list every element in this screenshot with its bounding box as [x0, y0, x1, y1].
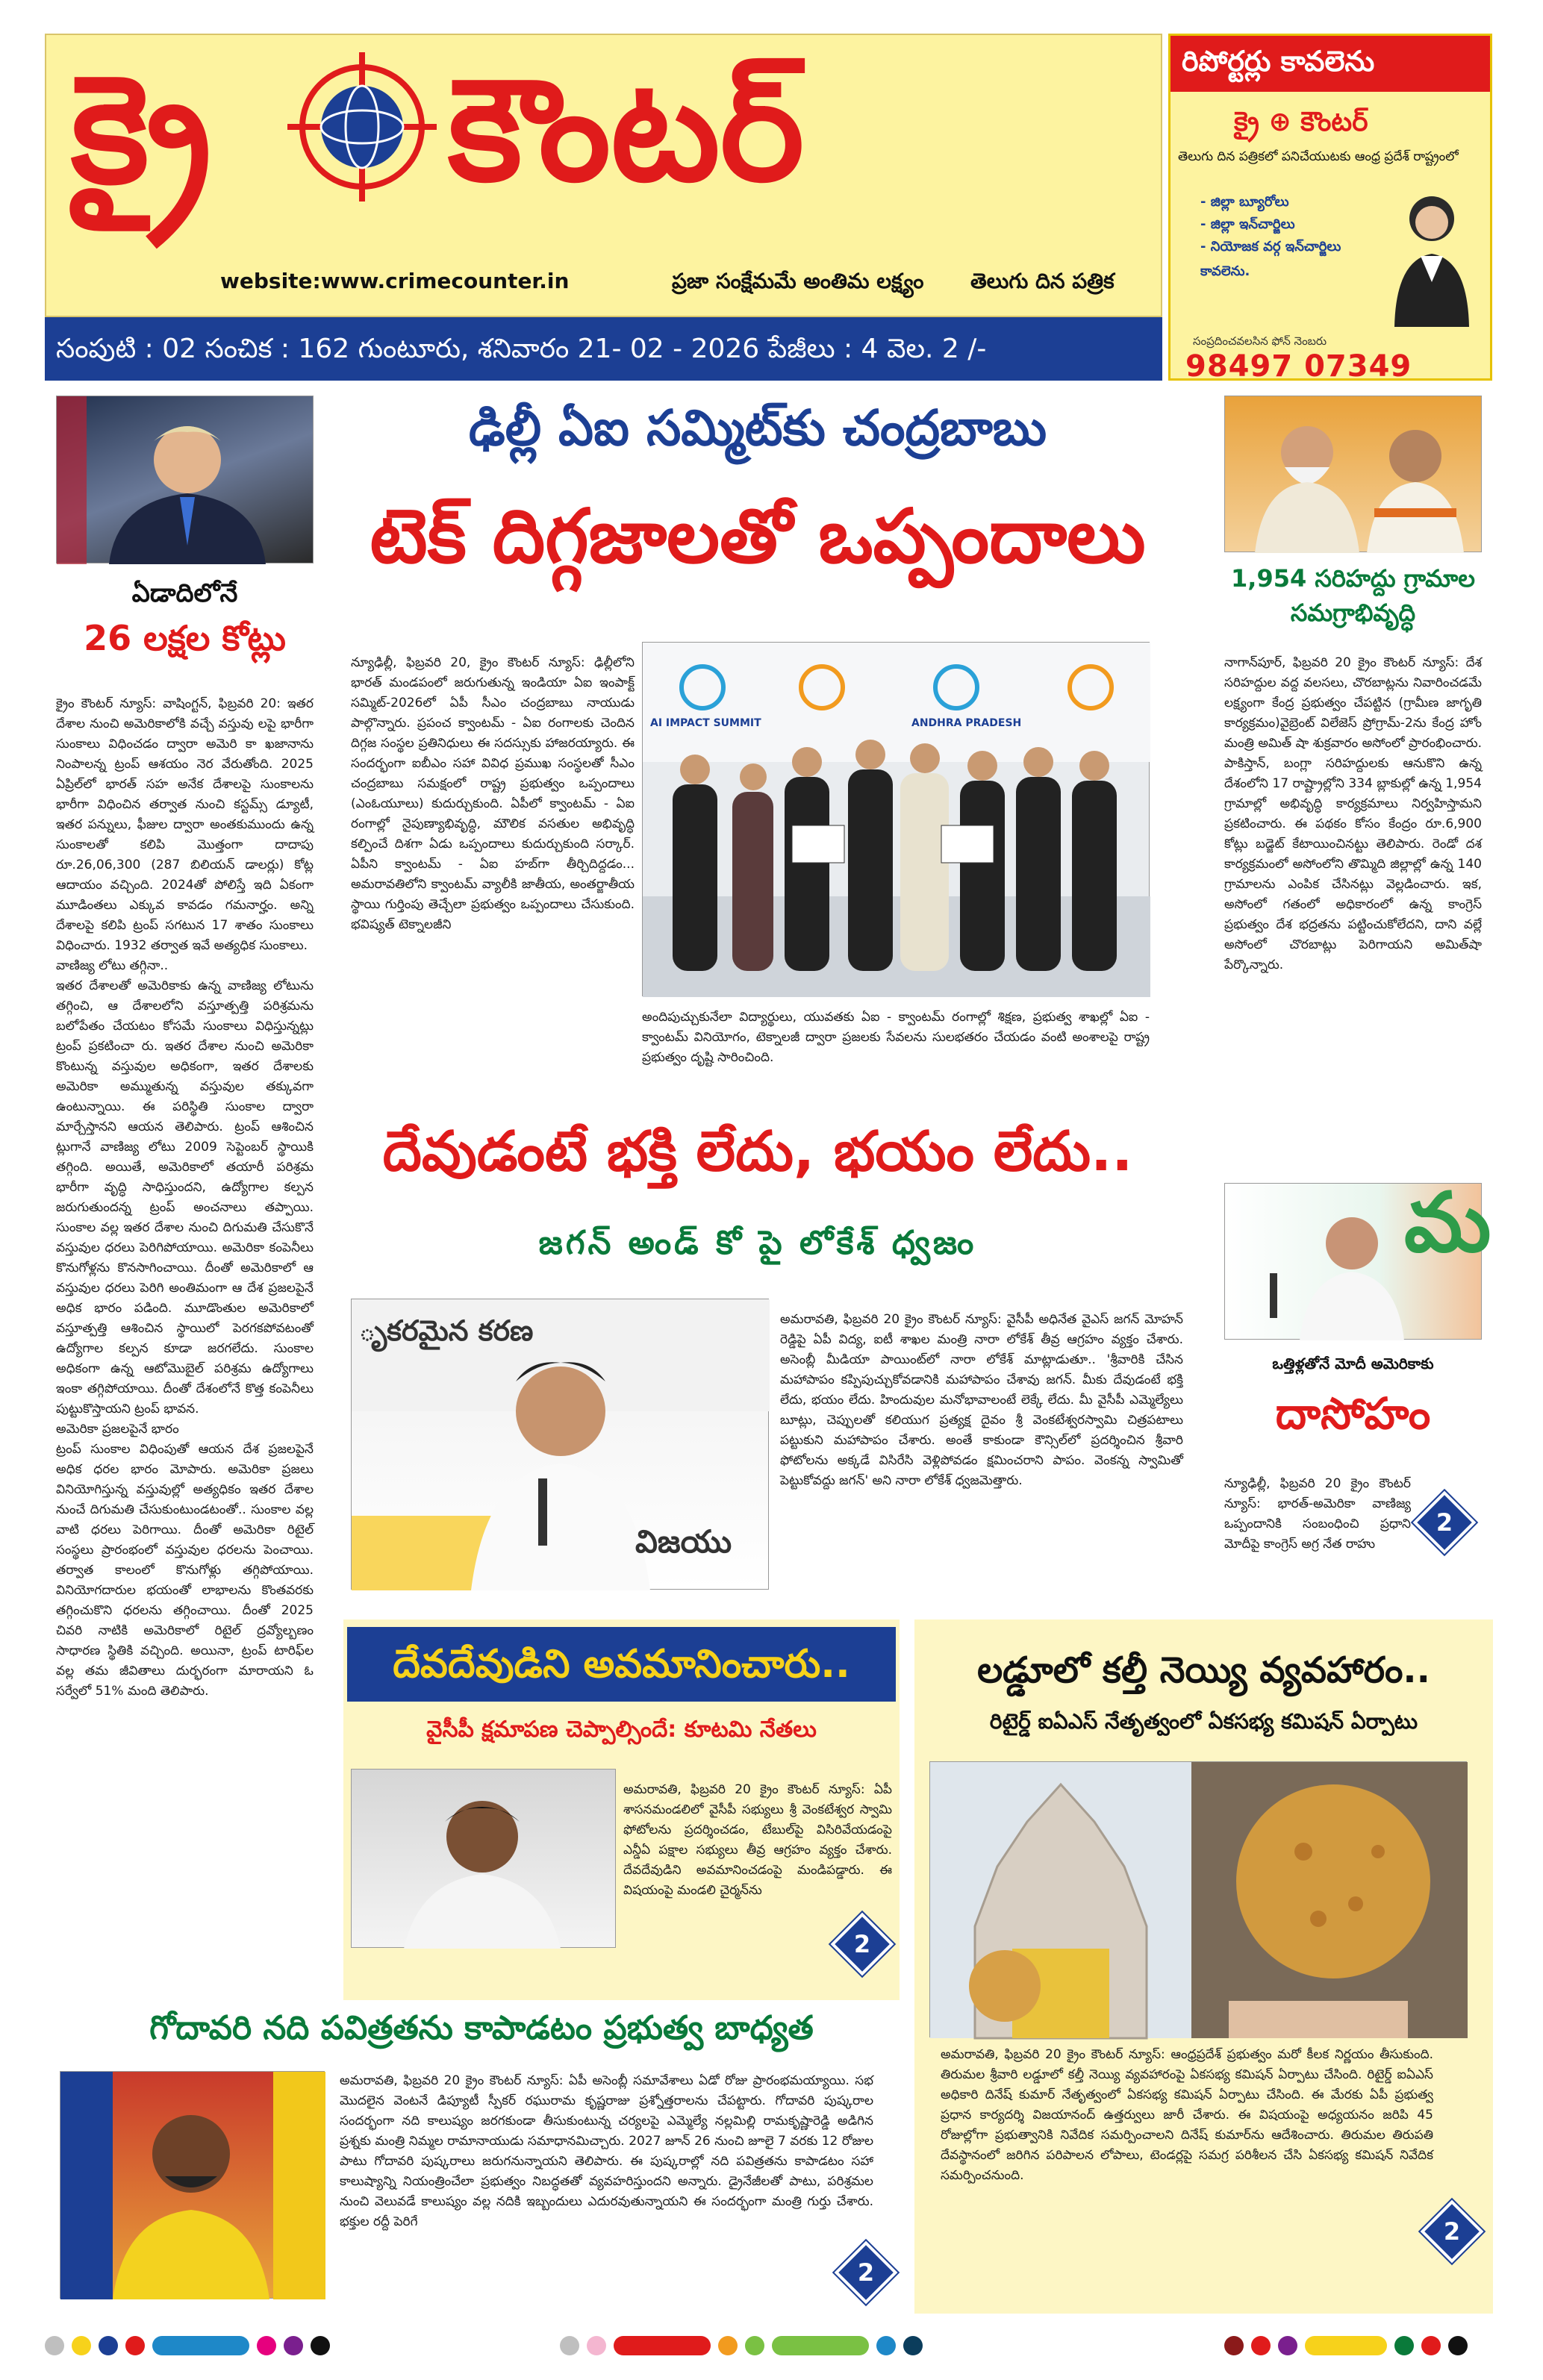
footer-dot — [284, 2336, 303, 2355]
footer-dot — [99, 2336, 118, 2355]
left-story-kicker: ఏడాదిలోనే — [131, 578, 238, 608]
page-ref: 2 — [1443, 2217, 1461, 2246]
mid-story-headline: దేవుడంటే భక్తి లేదు, భయం లేదు.. — [382, 1119, 1133, 1184]
ad-phone[interactable]: 98497 07349 — [1185, 349, 1412, 384]
amit-shah-photo — [1224, 396, 1482, 552]
slogan: ప్రజా సంక్షేమమే అంతిమ లక్ష్యం — [672, 269, 924, 293]
ad-item: - జిల్లా బ్యూరోలు — [1200, 194, 1289, 210]
lead-headline: టెక్ దిగ్గజాలతో ఒప్పందాలు — [370, 493, 1146, 580]
footer-bar — [1305, 2336, 1387, 2355]
mid-story-subhead: జగన్ అండ్ కో పై లోకేశ్ ధ్వజం — [538, 1224, 977, 1262]
footer-dot — [1224, 2336, 1244, 2355]
page-ref: 2 — [857, 2258, 875, 2287]
right-story1-headline: 1,954 సరిహద్దు గ్రామాల సమగ్రాభివృద్ధి — [1231, 564, 1475, 627]
bottom-story-body: అమరావతి, ఫిబ్రవరి 20 క్రైం కౌంటర్ న్యూస్: ఏపీ అసెంబ్లీ సమావేశాలు ఏడో రోజు ప్రారంభమయ్యాయి. సభ మొదలైన వెంటనే డిప్యూటీ స్పీకర్ రఘురామ కృష్ణరాజు ప్రశ్నోత్తరాలను చేపట్టారు. గోదావరి పుష్కరాల సందర్భంగా నది కాలుష్యం జరగకుండా తీసుకుంటున్న చర్యలపై ఎమ్మెల్యే నల్లమిల్లి రామకృష్ణారెడ్డి అడిగిన ప్రశ్నకు మంత్రి నిమ్మల రామానాయుడు సమాధానమిచ్చారు. 2027 జూన్ 26 నుంచి జూలై 7 వరకు 12 రోజుల పాటు గోదావరి పుష్కరాలు జరుగనున్నాయని తెలిపారు. ఈ పుష్కరాల్లో నది పవిత్రతను కాపాడటం సహా కాలుష్యాన్ని నియంత్రించేలా ప్రభుత్వం నిబద్ధతతో వ్యవహరిస్తుందని అన్నారు. డ్రైనేజీలతో పాటు, పరిశ్రమల నుంచి వెలువడే కాలుష్యం వల్ల నదికి ఇబ్బందులు ఎదురవుతున్నాయని ఈ సందర్భంగా మంత్రి గుర్తు చేశారు. భక్తుల రద్దీ పెరిగే — [340, 2073, 873, 2229]
lokesh-banner-text: విజయు — [635, 1523, 732, 1560]
footer-dot — [1278, 2336, 1297, 2355]
page-2-badge[interactable] — [1413, 1491, 1477, 1555]
lead-body: న్యూఢిల్లీ, ఫిబ్రవరి 20, క్రైం కౌంటర్ న్యూస్: ఢిల్లీలోని భారత్ మండపంలో జరుగుతున్న ఇండియా ఏఐ ఇంపాక్ట్ సమ్మిట్-2026లో ఏపీ సీఎం చంద్రబాబు నాయుడు పాల్గొన్నారు. ప్రపంచ క్వాంటమ్ - ఏఐ రంగాలకు చెందిన దిగ్గజ సంస్థల ప్రతినిధులు ఈ సదస్సుకు హాజరయ్యారు. ఈ సందర్భంగా ఐబీఎం సహా వివిధ ప్రముఖ సంస్థలతో సీఎం చంద్రబాబు సమక్షంలో రాష్ట్ర ప్రభుత్వం ఒప్పందాలు (ఎంఓయూలు) కుదుర్చుకుంది. ఏపీలో క్వాంటమ్ - ఏఐ రంగాల్లో నైపుణ్యాభివృద్ధి, మౌలిక వసతుల అభివృద్ధి కల్పించే దిశగా ఏడు ఒప్పందాలు కుదుర్చుకుంది సర్కార్. ఏపీని క్వాంటమ్ - ఏఐ హబ్‌గా తీర్చిదిద్దడం... అమరావతిలోని క్వాంటమ్ వ్యాలీకి జాతీయ, అంతర్జాతీయ స్థాయి గుర్తింపు తెచ్చేలా ప్రభుత్వం ఒప్పందాలు చేసుకుంది. భవిష్యత్ టెక్నాలజీని — [351, 655, 635, 932]
laddu-temple-photo — [929, 1761, 1467, 2037]
box-story1-subhead: వైసీపీ క్షమాపణ చెప్పాల్సిందే: కూటమి నేతలు — [426, 1717, 817, 1743]
minister-photo — [60, 2071, 325, 2299]
footer-color-strip — [45, 2336, 1493, 2358]
box-story1-body: అమరావతి, ఫిబ్రవరి 20 క్రైం కౌంటర్ న్యూస్: ఏపీ శాసనమండలిలో వైసీపీ సభ్యులు శ్రీ వెంకటేశ్వర స్వామి ఫోటోలను ప్రదర్శించడం, టేబుల్‌పై విసిరివేయడంపై ఎన్డీఏ పక్షాల సభ్యులు తీవ్ర ఆగ్రహం వ్యక్తం చేశారు. దేవదేవుడిని అవమానించడంపై మండిపడ్డారు. ఈ విషయంపై మండలి చైర్మన్‌ను — [623, 1782, 892, 1898]
masthead-title-right: కౌంటర్ — [448, 48, 805, 213]
right-story1-body: నాగాన్‌పూర్, ఫిబ్రవరి 20 క్రైం కౌంటర్ న్యూస్: దేశ సరిహద్దుల వద్ద వలసలు, చొరబాట్లను నివారించడమే లక్ష్యంగా కేంద్ర ప్రభుత్వం చేపట్టిన (గ్రామీణ జాగృతి కార్యక్రమం)వైబ్రెంట్ విలేజెస్ ప్రోగ్రామ్-2ను కేంద్ర హోం మంత్రి అమిత్ షా శుక్రవారం అసోంలో ప్రారంభించారు. పాకిస్తాన్, బంగ్లా సరిహద్దులకు ఆనుకొని ఉన్న దేశంలోని 17 రాష్ట్రాల్లోని 334 బ్లాకుల్లో ఉన్న 1,954 గ్రామాల్లో అభివృద్ధి కార్యక్రమాలు నిర్వహిస్తామని ప్రకటించారు. ఈ పథకం కోసం కేంద్రం రూ.6,900 కోట్లు బడ్జెట్ కేటాయించినట్టు తెలిపారు. రెండో దశ కార్యక్రమంలో అసోంలోని తొమ్మిది జిల్లాల్లో ఉన్న 140 గ్రామాలను ఎంపిక చేసినట్లు వెల్లడించారు. ఇక, అసోంలో గతంలో అధికారంలో ఉన్న కాంగ్రెస్ ప్రభుత్వం దేశ భద్రతను పట్టించుకోలేదని, దాని వల్లే అసోంలో చొరబాట్లు పెరిగాయని అమిత్‌షా పేర్కొన్నారు. — [1224, 655, 1482, 972]
bottom-story-headline: గోదావరి నది పవిత్రతను కాపాడటం ప్రభుత్వ బాధ్యత — [149, 2009, 814, 2047]
ad-item: - నియోజక వర్గ ఇన్‌చార్జిలు — [1200, 239, 1341, 254]
lead-body-continued: అందిపుచ్చుకునేలా విద్యార్థులు, యువతకు ఏఐ - క్వాంటమ్ రంగాల్లో శిక్షణ, ప్రభుత్వ శాఖల్లో ఏఐ - క్వాంటమ్ వినియోగం, టెక్నాలజీ ద్వారా ప్రజలకు సేవలను సులభతరం చేయడం వంటి అంశాలపై రాష్ట్ర ప్రభుత్వం దృష్టి సారించింది. — [642, 1010, 1150, 1065]
right-story2-headline: దాసోహం — [1275, 1388, 1431, 1439]
reporters-ad[interactable] — [1168, 34, 1492, 384]
right-story2-body: న్యూఢిల్లీ, ఫిబ్రవరి 20 క్రైం కౌంటర్ న్యూస్: భారత్-అమెరికా వాణిజ్య ఒప్పందానికి సంబంధించి ప్రధాని మోదీపై కాంగ్రెస్ అగ్ర నేత రాహు — [1224, 1476, 1411, 1552]
summit-banner-text: ANDHRA PRADESH — [911, 717, 1022, 729]
lokesh-photo — [351, 1299, 769, 1590]
ad-heading: రిపోర్టర్లు కావలెను — [1182, 45, 1375, 78]
ad-line2: కావలెను. — [1200, 263, 1250, 279]
footer-dot — [1448, 2336, 1468, 2355]
crosshair-logo-icon — [287, 52, 437, 202]
mid-story-body: అమరావతి, ఫిబ్రవరి 20 క్రైం కౌంటర్ న్యూస్: వైసీపీ అధినేత వైఎస్ జగన్ మోహన్ రెడ్డిపై ఏపీ విద్య, ఐటీ శాఖల మంత్రి నారా లోకేశ్ తీవ్ర ఆగ్రహం వ్యక్తం చేశారు. అసెంబ్లీ మీడియా పాయింట్‌లో నారా లోకేశ్ మాట్లాడుతూ.. 'శ్రీవారికి చేసిన మహాపాపం కప్పిపుచ్చుకోవడానికి మహాపాపం చేశావు జగన్. మీకు దేవుడంటే భక్తి లేదు, భయం లేదు. హిందువుల మనోభావాలంటే లెక్కే లేదు. మీ వైసీపీ ఎమ్మెల్యేలు బూట్లు, చెప్పులతో కలియుగ ప్రత్యక్ష దైవం శ్రీ వెంకటేశ్వరస్వామి చిత్రపటాలు పట్టుకుని మహాపాపం చేశారు. అంతే కాకుండా కౌన్సిల్‌లో ప్రదర్శించిన శ్రీవారి ఫోటోలను అక్కడే విసిరేసి వెళ్లిపోవడం క్షమించరాని పాపం. వెంకన్న స్వామితో పెట్టుకోవద్దు జగన్' అని నారా లోకేశ్ ధ్వజమెత్తారు. — [780, 1312, 1183, 1488]
summit-photo — [642, 642, 1150, 996]
footer-dot — [257, 2336, 276, 2355]
footer-dot — [1251, 2336, 1271, 2355]
rahul-photo — [1224, 1175, 1491, 1340]
footer-bar — [772, 2336, 869, 2355]
lead-kicker: ఢిల్లీ ఏఐ సమ్మిట్‌కు చంద్రబాబు — [468, 399, 1047, 457]
left-story-headline: 26 లక్షల కోట్లు — [84, 618, 286, 658]
footer-dot — [560, 2336, 579, 2355]
footer-dot — [1421, 2336, 1441, 2355]
footer-dot — [587, 2336, 606, 2355]
footer-dot — [72, 2336, 91, 2355]
box-story1-headline: దేవదేవుడిని అవమానించారు.. — [393, 1642, 850, 1687]
page-ref: 2 — [853, 1930, 871, 1958]
box-story2-headline: లడ్డూలో కల్తీ నెయ్యి వ్యవహారం.. — [977, 1649, 1430, 1691]
page-ref: 2 — [1436, 1508, 1453, 1537]
footer-dot — [718, 2336, 738, 2355]
ad-contact-label: సంప్రదించవలసిన ఫోన్ నెంబరు — [1193, 334, 1327, 348]
leader-photo — [351, 1769, 616, 1948]
ad-brand: క్రై ⊕ కౌంటర్ — [1234, 107, 1368, 137]
summit-banner-text: AI IMPACT SUMMIT — [650, 717, 761, 729]
lokesh-banner-text: ృకరమైన కరణ — [359, 1314, 534, 1347]
box-story2-subhead: రిటైర్డ్ ఐఏఎస్ నేతృత్వంలో ఏకసభ్య కమిషన్ ఏర్పాటు — [989, 1709, 1418, 1734]
footer-dot — [1394, 2336, 1414, 2355]
footer-dot — [903, 2336, 923, 2355]
svg-text:మ: మ — [1404, 1175, 1491, 1270]
ad-item: - జిల్లా ఇన్‌చార్జిలు — [1200, 216, 1295, 232]
issue-line: సంపుటి : 02 సంచిక : 162 గుంటూరు, శనివారం 21- 02 - 2026 పేజీలు : 4 వెల. 2 /- — [56, 334, 987, 364]
footer-dot — [125, 2336, 145, 2355]
left-story-body: క్రైం కౌంటర్ న్యూస్: వాషింగ్టన్, ఫిబ్రవరి 20: ఇతర దేశాల నుంచి అమెరికాలోకి వచ్చే వస్తువు లపై భారీగా సుంకాలు విధించడం ద్వారా అమెరి కా ఖజానాను నింపాలన్న ట్రంప్ ఆశయం నెర వేరుతోంది. 2025 ఏప్రిల్‌లో భారత్ సహ అనేక దేశాలపై సుంకాలను భారీగా విధించిన తర్వాత నుంచి కస్టమ్స్ డ్యూటీ, ఇతర పన్నులు, ఫీజుల ద్వారా అంతకుముందు ఉన్న సుంకాలతో కలిపి మొత్తంగా దాదాపు రూ.26,06,300 (287 బిలియన్ డాలర్లు) కోట్ల ఆదాయం వచ్చింది. 2024తో పోలిస్తే ఇది ఏకంగా మూడింతలు ఎక్కువ కావడం గమనార్హం. అన్ని దేశాలపై కలిపి ట్రంప్ సగటున 17 శాతం సుంకాలు విధించారు. 1932 తర్వాత ఇవే అత్యధిక సుంకాలు. వాణిజ్య లోటు తగ్గినా.. ఇతర దేశాలతో అమెరికాకు ఉన్న వాణిజ్య లోటును తగ్గించి, ఆ దేశాలలోని వస్తూత్పత్తి పరిశ్రమను బలోపేతం చేయటం కోసమే సుంకాలు విధిస్తున్నట్లు ట్రంప్ ప్రకటించా రు. ఇతర దేశాల నుంచి అమెరికా కొంటున్న వస్తువుల అధికంగా, ఇతర దేశాలకు అమెరికా అమ్ముతున్న వస్తువుల తక్కువగా ఉంటున్నాయి. ఈ పరిస్థితి సుంకాల ద్వారా మార్చేస్తానని ఆయన తెలిపారు. ట్రంప్ ఆశించిన ట్లుగానే వాణిజ్య లోటు 2009 సెప్టెంబర్ స్థాయికి తగ్గింది. అయితే, అమెరికాలో తయారీ పరిశ్రమ భారీగా వృద్ధి సాధిస్తుందని, ఉద్యోగాల కల్పన జరుగుతుందన్న ట్రంప్ అంచనాలు తప్పాయి. సుంకాల వల్ల ఇతర దేశాల నుంచి దిగుమతి చేసుకొనే వస్తువుల ధరలు పెరిగిపోయాయి. అమెరికా కంపెనీలు కొనుగోళ్లను కొనసాగించాయి. దీంతో అమెరికాలో ఆ వస్తువుల ధరలు పెరిగి అంతిమంగా ఆ దేశ ప్రజలపైనే అధిక భారం పడింది. మూడొంతుల అమెరికాలో వస్తూత్పత్తి ఆశించిన స్థాయిలో పెరగకపోవటంతో ఉద్యోగాల కల్పన కూడా జరగలేదు. సుంకాల అధికంగా ఉన్న ఆటోమొబైల్ పరిశ్రమ ఉద్యోగాలు ఇంకా తగ్గిపోయాయి. దీంతో దేశంలోనే కొత్త కంపెనీలు పుట్టుకొస్తాయని ట్రంప్ భావన. అమెరికా ప్రజలపైనే భారం ట్రంప్ సుంకాల విధింపుతో ఆయన దేశ ప్రజలపైనే అధిక ధరల భారం మోపారు. అమెరికా ప్రజలు వినియోగిస్తున్న వస్తువుల్లో అత్యధికం ఇతర దేశాల నుంచే దిగుమతి చేసుకుంటుండటంతో.. సుంకాల వల్ల వాటి ధరలు పెరిగాయి. దీంతో అమెరికా రిటైల్ సంస్థలు ప్రారంభంలో వస్తువుల ధరలను పెంచాయి. తర్వాత కాలంలో కొనుగోళ్లు తగ్గిపోయాయి. వినియోగదారుల భయంతో లాభాలను కొంతవరకు తగ్గించుకొని ధరలను తగ్గించాయి. దీంతో 2025 చివరి నాటికి అమెరికాలో రిటైల్ ద్రవ్యోల్బణం సాధారణ స్థితికి వచ్చింది. అయినా, ట్రంప్ టారిఫ్‌ల వల్ల తమ జీవితాలు దుర్భరంగా మారాయని ఓ సర్వేలో 51% మంది తెలిపారు. — [56, 696, 314, 1699]
footer-dot — [45, 2336, 64, 2355]
footer-dot — [745, 2336, 764, 2355]
ad-person-image — [1387, 185, 1477, 327]
footer-dot — [311, 2336, 330, 2355]
paper-type: తెలుగు దిన పత్రిక — [970, 269, 1115, 293]
website-link[interactable]: website:www.crimecounter.in — [220, 269, 570, 293]
right-story2-kicker: ఒత్తిళ్లతోనే మోదీ అమెరికాకు — [1272, 1355, 1434, 1372]
masthead-title-left: క్రై — [71, 43, 212, 217]
footer-bar — [614, 2336, 711, 2355]
footer-bar — [152, 2336, 249, 2355]
trump-photo — [56, 396, 314, 563]
footer-dot — [876, 2336, 896, 2355]
box-story2-body: అమరావతి, ఫిబ్రవరి 20 క్రైం కౌంటర్ న్యూస్: ఆంధ్రప్రదేశ్ ప్రభుత్వం మరో కీలక నిర్ణయం తీసుకుంది. తిరుమల శ్రీవారి లడ్డూలో కల్తీ నెయ్యి వ్యవహారంపై ఏకసభ్య కమిషన్ ఏర్పాటు చేసింది. రిటైర్డ్ ఐఏఎస్ అధికారి దినేష్ కుమార్ నేతృత్వంలో ఏకసభ్య కమిషన్ ఏర్పాటు చేసింది. ఈ మేరకు ఏపీ ప్రభుత్వ ప్రధాన కార్యదర్శి విజయానంద్ ఉత్తర్వులు జారీ చేశారు. ఈ విషయంపై అధ్యయనం జరిపి 45 రోజుల్లోగా ప్రభుత్వానికి నివేదిక సమర్పించాలని దినేష్ కుమార్‌ను ఆదేశించారు. తిరుమల తిరుపతి దేవస్థానంలో జరిగిన పరిపాలన లోపాలు, టెండర్లపై సమగ్ర పరిశీలన చేసి ఏకసభ్య కమిషన్ నివేదిక సమర్పించనుంది. — [941, 2047, 1433, 2183]
ad-line1: తెలుగు దిన పత్రికలో పనిచేయుటకు ఆంధ్ర ప్రదేశ్ రాష్ట్రంలో — [1178, 149, 1459, 164]
